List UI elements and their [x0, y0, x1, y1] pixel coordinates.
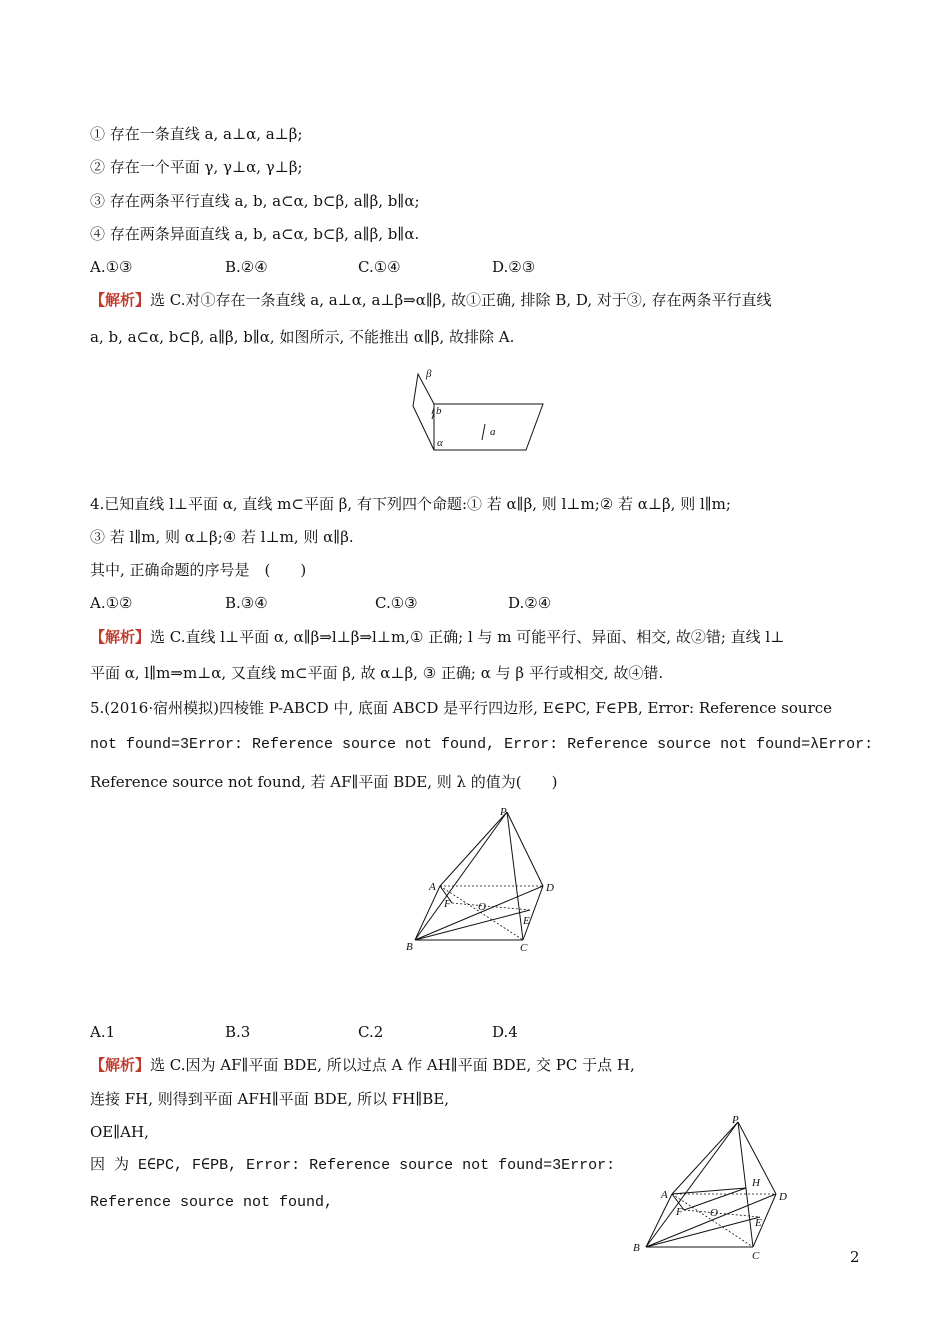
fig-label-f: F	[676, 1206, 683, 1218]
fig-label-alpha: α	[437, 437, 443, 449]
q3-option-c: C.①④	[358, 258, 401, 276]
q5-option-a: A.1	[90, 1023, 116, 1041]
q3-option-b: B.②④	[225, 258, 268, 276]
q5-option-d: D.4	[492, 1023, 518, 1041]
fig-label-beta: β	[426, 368, 432, 380]
q4-option-d: D.②④	[508, 594, 552, 612]
q5-stem-line-2: not found=3Error: Reference source not found, Error: Reference source not found=λError:	[90, 736, 874, 753]
page-number: 2	[850, 1248, 860, 1266]
q3-option-d: D.②③	[492, 258, 536, 276]
q4-option-a: A.①②	[90, 594, 133, 612]
q5-analysis-line-2: 连接 FH, 则得到平面 AFH∥平面 BDE, 所以 FH∥BE,	[90, 1090, 450, 1108]
fig-label-e: E	[523, 915, 530, 927]
q3-analysis-line-2: a, b, a⊂α, b⊂β, a∥β, b∥α, 如图所示, 不能推出 α∥β, 故排除 A.	[90, 328, 515, 346]
planes-figure	[410, 364, 570, 454]
fig-label-e: E	[755, 1217, 762, 1229]
fig-label-f: F	[444, 898, 451, 910]
fig-label-a: a	[490, 426, 496, 438]
q5-stem-line-3: Reference source not found, 若 AF∥平面 BDE, 则 λ 的值为( )	[90, 773, 558, 791]
q3-item-2: ② 存在一个平面 γ, γ⊥α, γ⊥β;	[90, 158, 303, 176]
q5-option-c: C.2	[358, 1023, 384, 1041]
q4-stem-line-2: ③ 若 l∥m, 则 α⊥β;④ 若 l⊥m, 则 α∥β.	[90, 528, 354, 546]
q4-stem-line-3: 其中, 正确命题的序号是 ( )	[90, 561, 307, 579]
fig-label-d: D	[546, 882, 554, 894]
fig-label-h: H	[752, 1177, 760, 1189]
analysis-tag: 【解析】	[90, 628, 151, 646]
fig-label-b: B	[406, 941, 413, 953]
fig-label-a: A	[429, 881, 436, 893]
q3-analysis-line-1	[90, 290, 771, 310]
fig-label-c: C	[520, 942, 528, 954]
q4-option-c: C.①③	[375, 594, 418, 612]
pyramid-figure	[400, 806, 570, 956]
q5-stem-line-1: 5.(2016·宿州模拟)四棱锥 P-ABCD 中, 底面 ABCD 是平行四边形, E∈PC, F∈PB, Error: Reference source	[90, 699, 833, 717]
q5-option-b: B.3	[225, 1023, 251, 1041]
q5-analysis-line-3: OE∥AH,	[90, 1123, 149, 1141]
q3-item-3: ③ 存在两条平行直线 a, b, a⊂α, b⊂β, a∥β, b∥α;	[90, 192, 420, 210]
q3-option-a: A.①③	[90, 258, 133, 276]
pyramid-h-figure	[628, 1110, 798, 1270]
q3-item-4: ④ 存在两条异面直线 a, b, a⊂α, b⊂β, a∥β, b∥α.	[90, 225, 420, 243]
q4-stem-line-1: 4.已知直线 l⊥平面 α, 直线 m⊂平面 β, 有下列四个命题:① 若 α∥β, 则 l⊥m;② 若 α⊥β, 则 l∥m;	[90, 495, 731, 513]
analysis-tag: 【解析】	[90, 291, 151, 309]
analysis-tag: 【解析】	[90, 1056, 151, 1074]
q4-analysis-line-2: 平面 α, l∥m⇒m⊥α, 又直线 m⊂平面 β, 故 α⊥β, ③ 正确; α 与 β 平行或相交, 故④错.	[90, 664, 664, 682]
q4-option-b: B.③④	[225, 594, 268, 612]
q3-item-1: ① 存在一条直线 a, a⊥α, a⊥β;	[90, 125, 303, 143]
fig-label-o: O	[478, 901, 486, 913]
q5-analysis-line-5: Reference source not found,	[90, 1194, 334, 1211]
q4-analysis-line-1	[90, 627, 784, 647]
q5-analysis-line-1	[90, 1055, 635, 1075]
q4-analysis-text-1: 选 C.直线 l⊥平面 α, α∥β⇒l⊥β⇒l⊥m,① 正确; l 与 m 可能平行、异面、相交, 故②错; 直线 l⊥	[150, 628, 785, 646]
fig-label-o: O	[710, 1207, 718, 1219]
q3-analysis-text-1: 选 C.对①存在一条直线 a, a⊥α, a⊥β⇒α∥β, 故①正确, 排除 B, D, 对于③, 存在两条平行直线	[150, 291, 772, 309]
fig-label-b: b	[436, 405, 442, 417]
fig-label-p: P	[732, 1114, 739, 1126]
fig-label-p: P	[500, 806, 507, 818]
fig-label-c: C	[752, 1250, 760, 1262]
fig-label-b: B	[633, 1242, 640, 1254]
q5-analysis-text-1: 选 C.因为 AF∥平面 BDE, 所以过点 A 作 AH∥平面 BDE, 交 PC 于点 H,	[150, 1056, 635, 1074]
fig-label-d: D	[779, 1191, 787, 1203]
q5-analysis-line-4: 因 为 E∈PC, F∈PB, Error: Reference source not found=3Error:	[90, 1157, 616, 1174]
fig-label-a: A	[661, 1189, 668, 1201]
